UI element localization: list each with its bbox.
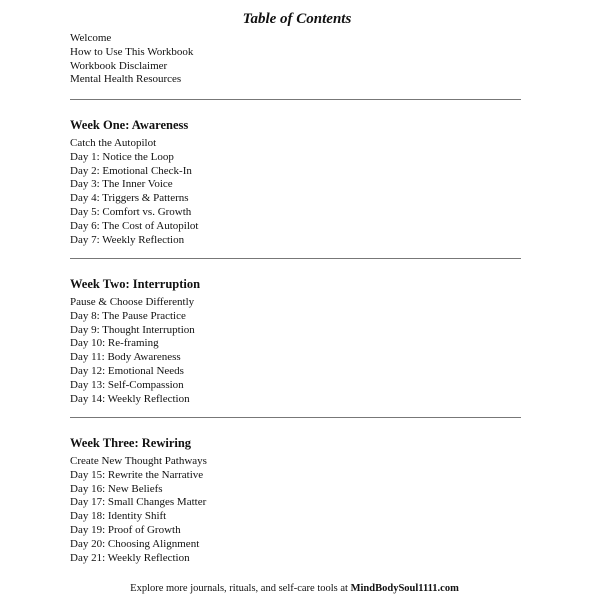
toc-item[interactable]: Day 8: The Pause Practice	[70, 309, 186, 322]
toc-item[interactable]: Day 11: Body Awareness	[70, 351, 181, 364]
week-two-heading: Week Two: Interruption	[70, 277, 201, 291]
toc-item[interactable]: Day 18: Identity Shift	[70, 510, 167, 523]
week-two-section	[70, 276, 200, 406]
toc-item[interactable]: Day 5: Comfort vs. Growth	[70, 205, 192, 218]
footer	[0, 582, 589, 596]
week-three-heading: Week Three: Rewiring	[70, 436, 192, 450]
toc-item-disclaimer[interactable]: Workbook Disclaimer	[70, 59, 168, 72]
toc-item[interactable]: Day 13: Self-Compassion	[70, 378, 184, 391]
toc-item[interactable]: Pause & Choose Differently	[70, 296, 195, 308]
divider	[70, 99, 521, 100]
footer-text: Explore more journals, rituals, and self-care tools at	[130, 583, 351, 594]
toc-item[interactable]: Day 10: Re-framing	[70, 337, 159, 350]
toc-item[interactable]: Day 21: Weekly Reflection	[70, 551, 190, 564]
page-title: Table of Contents	[242, 11, 352, 27]
toc-item[interactable]: Catch the Autopilot	[70, 137, 157, 149]
toc-item[interactable]: Day 12: Emotional Needs	[70, 364, 184, 377]
intro-list	[70, 32, 193, 87]
toc-item[interactable]: Day 14: Weekly Reflection	[70, 392, 190, 405]
toc-item[interactable]: Day 19: Proof of Growth	[70, 523, 181, 536]
week-one-section	[70, 117, 198, 247]
toc-item[interactable]: Day 6: The Cost of Autopilot	[70, 219, 199, 232]
toc-item[interactable]: Day 2: Emotional Check-In	[70, 164, 192, 177]
toc-item[interactable]: Day 20: Choosing Alignment	[70, 537, 200, 550]
toc-item[interactable]: Day 1: Notice the Loop	[70, 150, 174, 163]
toc-item[interactable]: Day 16: New Beliefs	[70, 482, 163, 495]
week-one-heading: Week One: Awareness	[70, 118, 189, 132]
footer-website-link[interactable]: MindBodySoul1111.com	[350, 583, 459, 594]
toc-item[interactable]: Day 9: Thought Interruption	[70, 323, 195, 336]
divider	[70, 258, 521, 259]
toc-item[interactable]: Create New Thought Pathways	[70, 455, 207, 467]
toc-item-how-to-use[interactable]: How to Use This Workbook	[70, 45, 194, 58]
toc-item[interactable]: Day 3: The Inner Voice	[70, 178, 173, 191]
week-three-section	[70, 435, 207, 565]
toc-item[interactable]: Day 7: Weekly Reflection	[70, 233, 185, 246]
toc-item[interactable]: Day 15: Rewrite the Narrative	[70, 468, 204, 481]
toc-item-welcome[interactable]: Welcome	[70, 32, 112, 44]
toc-item[interactable]: Day 4: Triggers & Patterns	[70, 192, 189, 205]
toc-item-resources[interactable]: Mental Health Resources	[70, 73, 182, 86]
divider	[70, 417, 521, 418]
toc-item[interactable]: Day 17: Small Changes Matter	[70, 496, 207, 509]
